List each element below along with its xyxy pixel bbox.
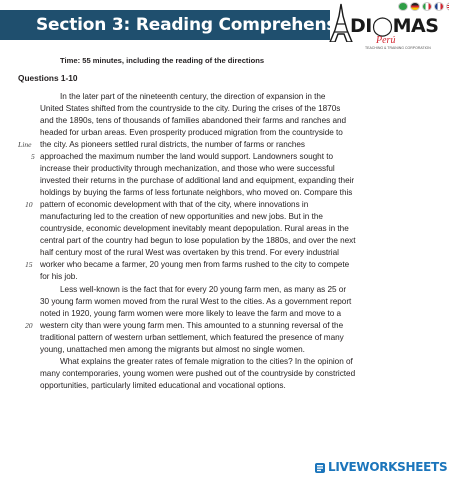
passage-line: invested their returns in the purchase of additional land and equipment, expanding their (40, 176, 355, 185)
flag-row (398, 2, 449, 11)
passage-line: opportunities, particularly limited educational and vocational options. (40, 381, 286, 390)
passage-line: countryside, economic development inevitably meant depopulation. Rural areas in the (40, 224, 349, 233)
flag-germany-icon (410, 2, 420, 11)
passage-line: noted in 1920, young farm women were more likely to leave the farm and move to a (40, 309, 342, 318)
passage-line: 30 young farm women moved from the rural West to the cities. As a government report (40, 297, 352, 306)
passage-line: and the 1890s, tens of thousands of families abandoned their farms and ranches and (40, 116, 347, 125)
passage-line: What explains the greater rates of female migration to the cities? In the opinion of (60, 357, 353, 366)
line-number-20: 20 (25, 321, 33, 330)
line-label: Line (18, 140, 32, 149)
passage-line: approached the maximum number the land would support. Landowners sought to (40, 152, 333, 161)
brand-name: DI◯MAS (350, 15, 439, 37)
passage-line: worker who became a farmer, 20 young men from farms rushed to the city to compete (40, 260, 350, 269)
passage-line: headed for urban areas. Even prosperity produced migration from the countryside to (40, 128, 343, 137)
passage-line: United States shifted from the countryside to the city. During the crises of the 1870s (40, 104, 341, 113)
brand-country: Perú (376, 35, 396, 46)
brand-tagline: TEACHING & TRAINING CORPORATION (365, 46, 431, 50)
line-number-5: 5 (31, 152, 35, 161)
section-banner (0, 10, 366, 40)
passage-line: many contemporaries, young women were pushed out of the countryside by constricted (40, 369, 356, 378)
passage-line: manufacturing led to the creation of new opportunities and new jobs. But in the (40, 212, 323, 221)
passage-line: holdings by buying the farms of less fortunate neighbors, who moved on. Compare this (40, 188, 353, 197)
line-number-15: 15 (25, 260, 33, 269)
passage-line: for his job. (40, 272, 78, 281)
time-instruction: Time: 55 minutes, including the reading of the directions (60, 56, 265, 65)
line-number-10: 10 (25, 200, 33, 209)
passage-line: the city. As pioneers settled rural districts, the number of farms or ranches (40, 140, 305, 149)
passage-line: In the later part of the nineteenth century, the direction of expansion in the (60, 92, 326, 101)
passage-line: young, unattached men among the migrants but almost no single women. (40, 345, 305, 354)
liveworksheets-logo-icon (314, 462, 326, 474)
flag-france-icon (434, 2, 444, 11)
questions-heading: Questions 1-10 (18, 73, 78, 83)
passage-line: western city than were young farm men. This amounted to a stunning reversal of the (40, 321, 344, 330)
flag-italy-icon (422, 2, 432, 11)
section-title: Section 3: Reading Comprehension (36, 15, 366, 35)
passage-line: Less well-known is the fact that for every 20 young farm men, as many as 25 or (60, 285, 347, 294)
passage-line: increase their productivity through mechanization, and those who were successful (40, 164, 335, 173)
passage-line: pattern of economic development with that of the city, where innovations in (40, 200, 309, 209)
liveworksheets-brand[interactable]: LIVEWORKSHEETS (328, 460, 448, 474)
passage-line: central part of the country had begun to lose population by the 1880s, and over the next (40, 236, 356, 245)
flag-brazil-icon (398, 2, 408, 11)
passage-line: traditional pattern of western urban settlement, which featured the presence of many (40, 333, 344, 342)
passage-line: half century most of the rural West was overtaken by this trend. For every industrial (40, 248, 339, 257)
